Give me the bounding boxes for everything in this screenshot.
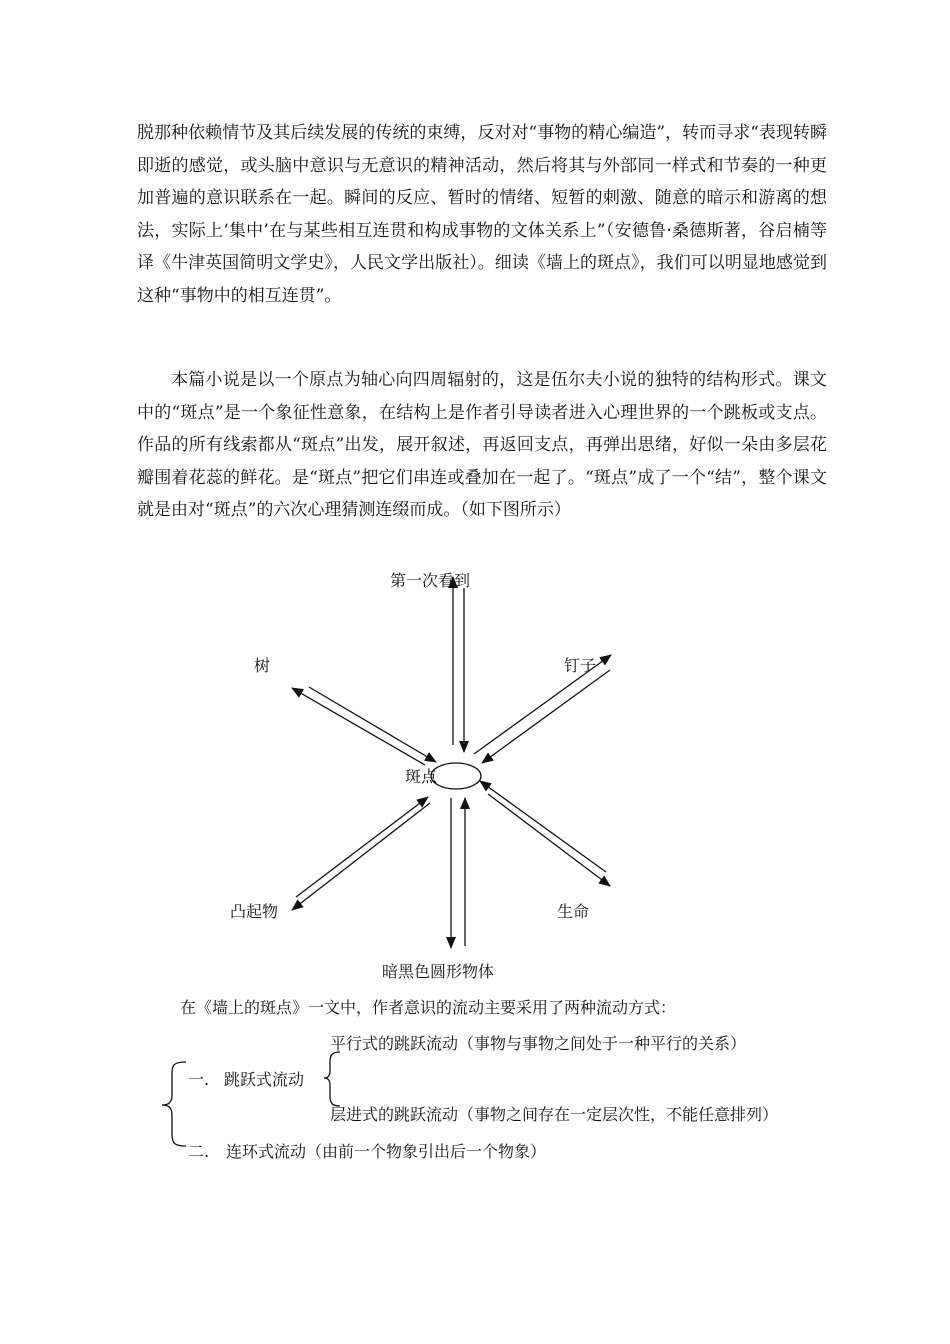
jump-flow-layered: 层进式的跳跃流动（事物之间存在一定层次性，不能任意排列） [330, 1105, 779, 1124]
paragraph-1: 脱那种依赖情节及其后续发展的传统的束缚，反对对“事物的精心编造”，转而寻求“表现转瞬即逝的感觉，或头脑中意识与无意识的精神活动，然后将其与外部同一样式和节奏的一种更加普遍的意识联系在一起。瞬间的反应、暂时的情绪、短暂的刺激、随意的暗示和游离的想法，实际上‘集中’在与某些相互连贯和构成事物的文体关系上”（安德鲁·桑德斯著，谷启楠等译《牛津英国简明文学史》，人民文学出版社）。细读《墙上的斑点》，我们可以明显地感觉到这种“事物中的相互连贯”。 [137, 123, 827, 306]
arrow-to-lower-right [488, 794, 610, 886]
arrow-from-upper-left [309, 687, 436, 762]
paragraph-2: 本篇小说是以一个原点为轴心向四周辐射的，这是伍尔夫小说的独特的结构形式。课文中的“斑点”是一个象征性意象，在结构上是作者引导读者进入心理世界的一个跳板或支点。作品的所有线索都从“斑点”出发，展开叙述，再返回支点，再弹出思绪，好似一朵由多层花瓣围着花蕊的鲜花。是“斑点”把它们串连或叠加在一起了。“斑点”成了一个“结”，整个课文就是由对“斑点”的六次心理猜测连缀而成。（如下图所示） [137, 370, 827, 520]
node-upper-left-label: 树 [253, 656, 271, 675]
classification-intro: 在《墙上的斑点》一文中，作者意识的流动主要采用了两种流动方式： [180, 998, 677, 1017]
jump-flow-parallel: 平行式的跳跃流动（事物与事物之间处于一种平行的关系） [330, 1034, 747, 1053]
arrow-from-lower-right [480, 781, 606, 872]
arrow-to-lower-left [292, 803, 430, 910]
node-upper-right-label: 钉子 [563, 656, 597, 675]
inner-brace [324, 1052, 340, 1106]
node-center-label: 斑点 [404, 767, 438, 786]
arrow-from-upper-right [482, 670, 610, 763]
node-bottom-label: 暗黑色圆形物体 [381, 962, 495, 981]
node-top-label: 第一次看到 [389, 571, 471, 590]
item-2-number: 二. [188, 1142, 210, 1161]
item-1-label: 跳跃式流动 [224, 1070, 305, 1089]
node-lower-left-label: 凸起物 [229, 902, 279, 921]
outer-brace [162, 1062, 186, 1146]
arrow-from-lower-left [296, 797, 428, 897]
center-ellipse [431, 763, 481, 789]
item-1-number: 一. [188, 1070, 210, 1089]
node-lower-right-label: 生命 [556, 902, 590, 921]
item-2-label: 连环式流动（由前一个物象引出后一个物象） [226, 1142, 547, 1161]
arrow-to-upper-left [292, 688, 425, 765]
